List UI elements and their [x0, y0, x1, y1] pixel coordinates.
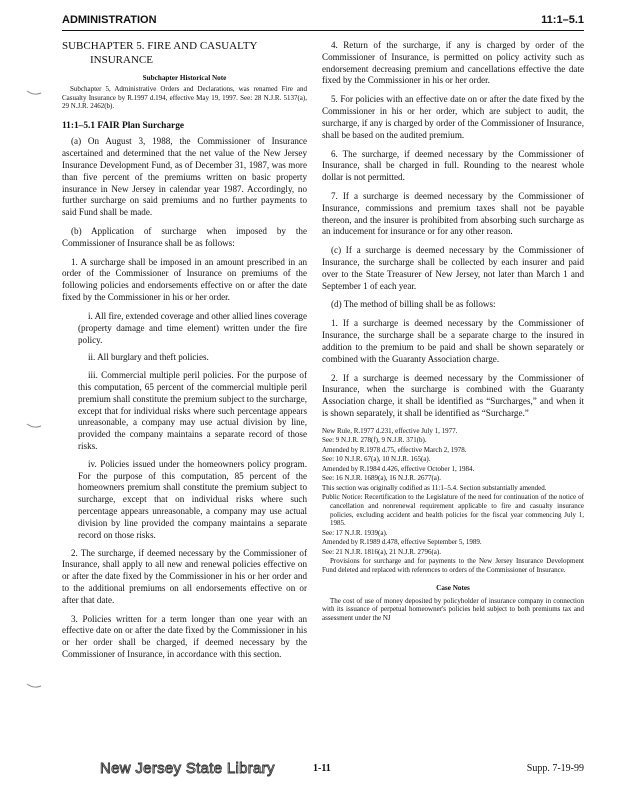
paragraph-b3: 3. Policies written for a term longer than one year with an effective date on or after the date fixed by the Commissioner in his or her order shall be charged, if deemed necessary by the Commissioner of Insurance, in accordance with this section. [62, 613, 307, 660]
historical-note-body: Subchapter 5, Administrative Orders and Declarations, was renamed Fire and Casualty Insurance by R.1997 d.194, effective May 19, 1997. See: 28 N.J.R. 5137(a), 29 N.J.R. 2462(b). [62, 84, 307, 111]
history-note-line: New Rule, R.1977 d.231, effective July 1, 1977. [322, 426, 458, 435]
history-note-line: See: 16 N.J.R. 1689(a), 16 N.J.R. 2677(a). [322, 474, 441, 483]
history-notes [322, 427, 584, 575]
paragraph-b4: 4. Return of the surcharge, if any is charged by order of the Commissioner of Insurance, is permitted on policy activity such as endorsement decreasing premium and cancellations effective the date fixed by the Commissioner in his or her order. [322, 40, 584, 86]
historical-note-heading: Subchapter Historical Note [142, 73, 227, 82]
history-note-line: See: 10 N.J.R. 67(a), 10 N.J.R. 165(a). [322, 455, 431, 464]
case-notes-heading: Case Notes [436, 584, 470, 593]
right-column [322, 40, 584, 622]
margin-mark [26, 683, 42, 689]
subchapter-title-line1: SUBCHAPTER 5. FIRE AND CASUALTY [62, 40, 258, 52]
paragraph-a: (a) On August 3, 1988, the Commissioner of Insurance ascertained and determined that the net value of the New Jersey Insurance Development Fund, as of December 31, 1987, was more than five percent of the premiums written on basic property insurance in New Jersey in calendar year 1987. Accordingly, no further surcharge on said premiums and no further payments to said Fund shall be made. [62, 136, 307, 218]
paragraph-b1-ii: ii. All burglary and theft policies. [88, 352, 209, 363]
history-note-line: See: 9 N.J.R. 278(f), 9 N.J.R. 371(b). [322, 436, 427, 445]
history-note-line: Amended by R.1989 d.478, effective September 5, 1989. [322, 538, 482, 547]
paragraph-b: (b) Application of surcharge when imposed by the Commissioner of Insurance shall be as follows: [62, 226, 307, 248]
supplement-date: Supp. 7-19-99 [526, 763, 584, 774]
history-note-line: Provisions for surcharge and for payments to the New Jersey Insurance Development Fund deleted and replaced with references to orders of the Commissioner of Insurance. [322, 557, 584, 574]
margin-mark [26, 423, 42, 429]
subchapter-heading [62, 40, 307, 68]
history-note-line: This section was originally codified as 11:1–5.4. Section substantially amended. [322, 483, 547, 492]
margin-mark [26, 90, 42, 96]
history-note-line: See: 21 N.J.R. 1816(a), 21 N.J.R. 2796(a). [322, 547, 441, 556]
library-stamp: New Jersey State Library [100, 760, 275, 777]
history-note-line: See: 17 N.J.R. 1939(a). [322, 528, 388, 537]
paragraph-c: (c) If a surcharge is deemed necessary by the Commissioner of Insurance, the surcharge shall be collected by each insurer and paid over to the State Treasurer of New Jersey, not later than March 1 and September 1 of each year. [322, 245, 584, 291]
page-footer [100, 760, 584, 780]
section-title: 11:1–5.1 FAIR Plan Surcharge [62, 121, 185, 132]
paragraph-d: (d) The method of billing shall be as follows: [331, 299, 496, 310]
page-number: 1-11 [313, 763, 331, 774]
history-note-line: Amended by R.1984 d.426, effective October 1, 1984. [322, 464, 475, 473]
header-section-number: 11:1–5.1 [541, 14, 584, 26]
paragraph-b1-iii: iii. Commercial multiple peril policies. For the purpose of this computation, 65 percent of the commercial multiple peril premium shall constitute the premium subject to the surcharge, except that for individual risks where such percentage appears unreasonable, a company may use actual division by line, provided the company maintains a separate record of those risks. [78, 370, 307, 452]
paragraph-b1: 1. A surcharge shall be imposed in an amount prescribed in an order of the Commissioner of Insurance on premiums of the following policies and endorsements effective on or after the date fixed by the Commissioner in his or her order. [62, 256, 307, 303]
paragraph-d1: 1. If a surcharge is deemed necessary by the Commissioner of Insurance, the surcharge shall be a separate charge to the insured in addition to the premium to be paid and shall be shown separately or combined with the Guaranty Association charge. [322, 318, 584, 364]
history-note-line: Public Notice: Recertification to the Legislature of the need for continuation of the notice of cancellation and nonrenewal requirement applicable to fire and casualty insurance policies, excluding accident and health policies for the fiscal year commencing July 1, 1985. [322, 493, 584, 528]
history-note-line: Amended by R.1978 d.75, effective March 2, 1978. [322, 445, 467, 454]
running-header [62, 12, 584, 31]
paragraph-b1-i: i. All fire, extended coverage and other allied lines coverage (property damage and time element) written under the fire policy. [78, 310, 307, 345]
paragraph-b5: 5. For policies with an effective date on or after the date fixed by the Commissioner in his or her order, which are subject to audit, the surcharge, if any is charged by order of the Commissioner of Insurance, shall be based on the audited premium. [322, 94, 584, 140]
paragraph-b6: 6. The surcharge, if deemed necessary by the Commissioner of Insurance, shall be charged in full. Rounding to the nearest whole dollar is not permitted. [322, 148, 584, 183]
subchapter-title-line2: INSURANCE [90, 53, 153, 66]
paragraph-b7: 7. If a surcharge is deemed necessary by the Commissioner of Insurance, commissions and premium taxes shall not be payable thereon, and the insurer is prohibited from absorbing such surcharge as an inducement for insurance or for any other reason. [322, 190, 584, 237]
paragraph-d2: 2. If a surcharge is deemed necessary by the Commissioner of Insurance, when the surcharge is combined with the Guaranty Association charge, it shall be identified as “Surcharges,” and when it is shown separately, it shall be identified as “Surcharge.” [322, 372, 584, 418]
paragraph-b2: 2. The surcharge, if deemed necessary by the Commissioner of Insurance, shall apply to all new and renewal policies effective on or after the date fixed by the Commissioner in his or her order and to the additional premiums on all endorsements effective on or after that date. [62, 547, 307, 605]
case-notes-body: The cost of use of money deposited by policyholder of insurance company in connection with its issuance of perpetual homeowner's policies held subject to both premiums tax and assessment under the NJ [322, 596, 584, 622]
left-column [62, 40, 307, 668]
header-title: ADMINISTRATION [62, 14, 157, 26]
paragraph-b1-iv: iv. Policies issued under the homeowners policy program. For the purpose of this computation, 85 percent of the homeowners premium shall constitute the premium subject to surcharge, except that on individual risks where such percentage appears unreasonable, a company may use actual division by line provided the company maintains a separate record on those risks. [78, 458, 307, 540]
